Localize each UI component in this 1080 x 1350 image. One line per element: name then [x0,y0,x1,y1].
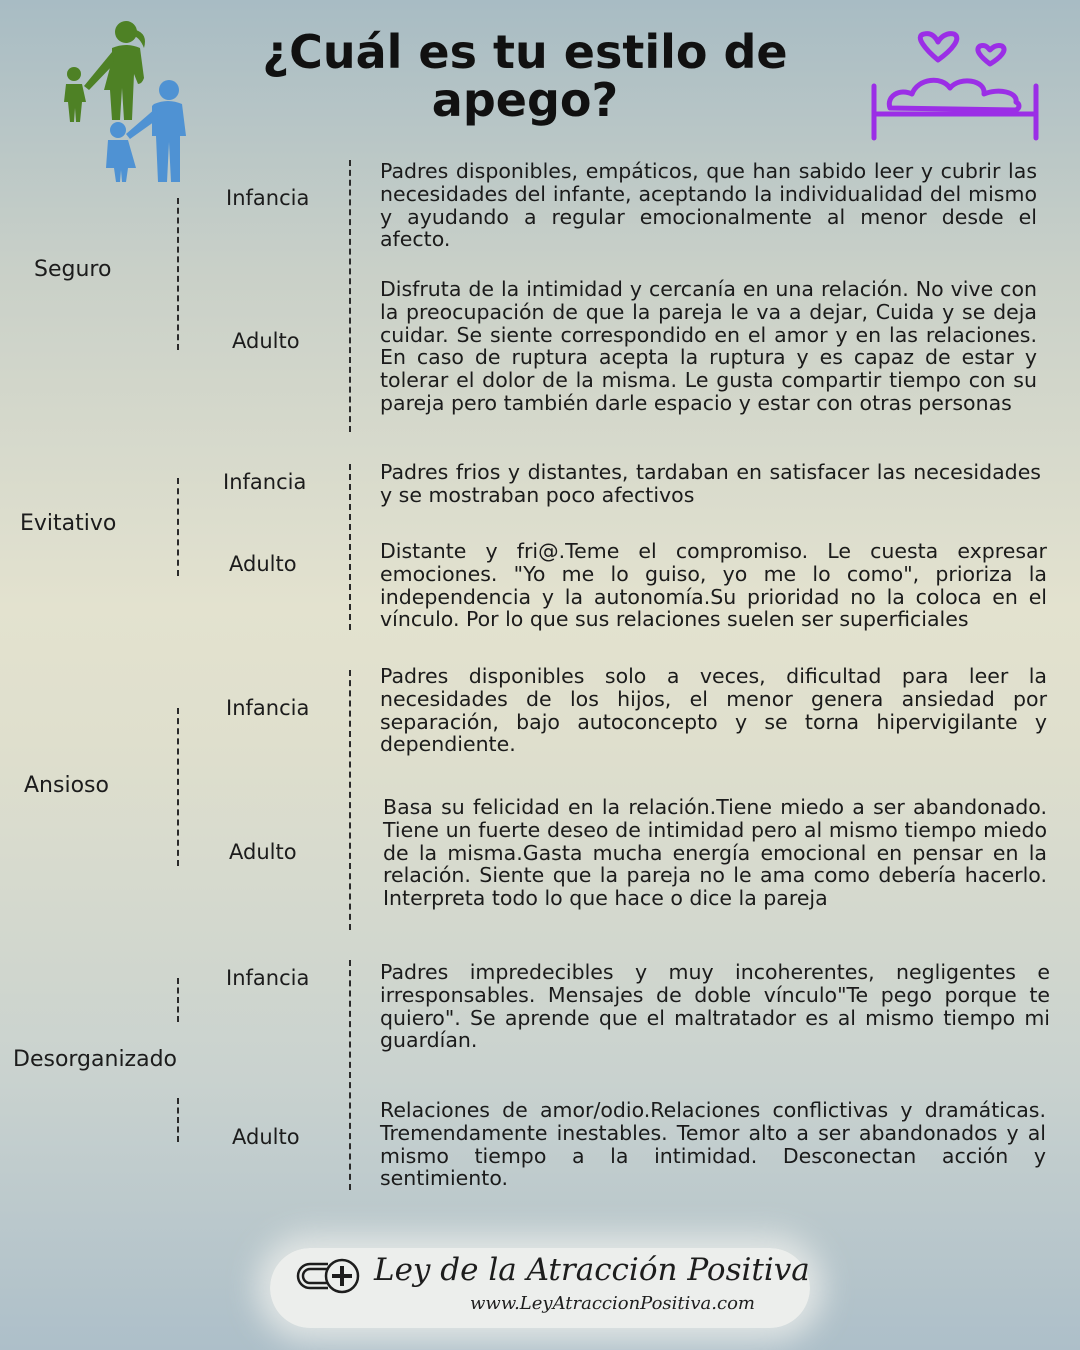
desorganizado-infancia-text: Padres impredecibles y muy incoherentes, negligentes e irresponsables. Mensajes de doble vínculo"Te pego porque te quiero". Se aprende que el maltratador es al mismo tiempo mi guardían. [380,960,1050,1053]
ansioso-infancia-label: Infancia [226,696,310,720]
magnet-plus-logo-icon [290,1256,364,1296]
desorganizado-infancia-label: Infancia [226,966,310,990]
bed-hearts-icon [868,30,1044,146]
family-icon [52,18,192,186]
evitativo-infancia-label: Infancia [223,470,307,494]
seguro-infancia-label: Infancia [226,186,310,210]
seguro-adulto-label: Adulto [232,329,300,353]
desorganizado-divider-bottom [177,1098,179,1142]
seguro-divider [177,198,179,350]
evitativo-adulto-label: Adulto [229,552,297,576]
evitativo-infancia-text: Padres frios y distantes, tardaban en satisfacer las necesidades y se mostraban poco afectivos [380,460,1041,507]
style-seguro-label: Seguro [34,257,112,282]
ansioso-divider [177,708,179,866]
ansioso-infancia-text: Padres disponibles solo a veces, dificultad para leer la necesidades de los hijos, el menor genera ansiedad por separación, bajo autoconcepto y se torna hipervigilante y dependiente. [380,664,1047,757]
desorganizado-adulto-label: Adulto [232,1125,300,1149]
page-title [230,25,820,127]
footer-website: www.LeyAtraccionPositiva.com [470,1293,755,1314]
style-ansioso-label: Ansioso [24,773,109,798]
evitativo-divider [177,478,179,576]
style-desorganizado-label: Desorganizado [13,1047,178,1072]
evitativo-stage-divider [349,464,351,630]
title-line-1: ¿Cuál es tu estilo de [262,25,788,79]
footer-brand: Ley de la Atracción Positiva [374,1252,810,1288]
evitativo-adulto-text: Distante y fri@.Teme el compromiso. Le cuesta expresar emociones. "Yo me lo guiso, yo me lo como", prioriza la independencia y la autonomía.Su prioridad no la coloca en el vínculo. Por lo que sus relaciones suelen ser superficiales [380,539,1047,632]
desorganizado-divider-top [177,978,179,1022]
title-line-2: apego? [431,73,619,127]
seguro-adulto-text: Disfruta de la intimidad y cercanía en una relación. No vive con la preocupación de que la pareja le va a dejar, Cuida y se deja cuidar. Se siente correspondido en el amor y en las relaciones. En caso de ruptura acepta la ruptura y es capaz de estar y tolerar el dolor de la misma. Le gusta compartir tiempo con su pareja pero también darle espacio y estar con otras personas [380,277,1037,415]
seguro-infancia-text: Padres disponibles, empáticos, que han sabido leer y cubrir las necesidades del infante, aceptando la individualidad del mismo y ayudando a regular emocionalmente al menor desde el afecto. [380,159,1037,252]
ansioso-stage-divider [349,670,351,930]
ansioso-adulto-text: Basa su felicidad en la relación.Tiene miedo a ser abandonado. Tiene un fuerte deseo de intimidad pero al mismo tiempo miedo de la misma.Gasta mucha energía emocional en pensar en la relación. Siente que la pareja no le ama como debería hacerlo. Interpreta todo lo que hace o dice la pareja [383,795,1047,911]
seguro-stage-divider [349,160,351,432]
ansioso-adulto-label: Adulto [229,840,297,864]
desorganizado-stage-divider [349,960,351,1190]
desorganizado-adulto-text: Relaciones de amor/odio.Relaciones conflictivas y dramáticas. Tremendamente inestables. Temor alto a ser abandonados y al mismo tiempo a la intimidad. Desconectan acción y sentimiento. [380,1098,1046,1191]
style-evitativo-label: Evitativo [20,511,117,536]
